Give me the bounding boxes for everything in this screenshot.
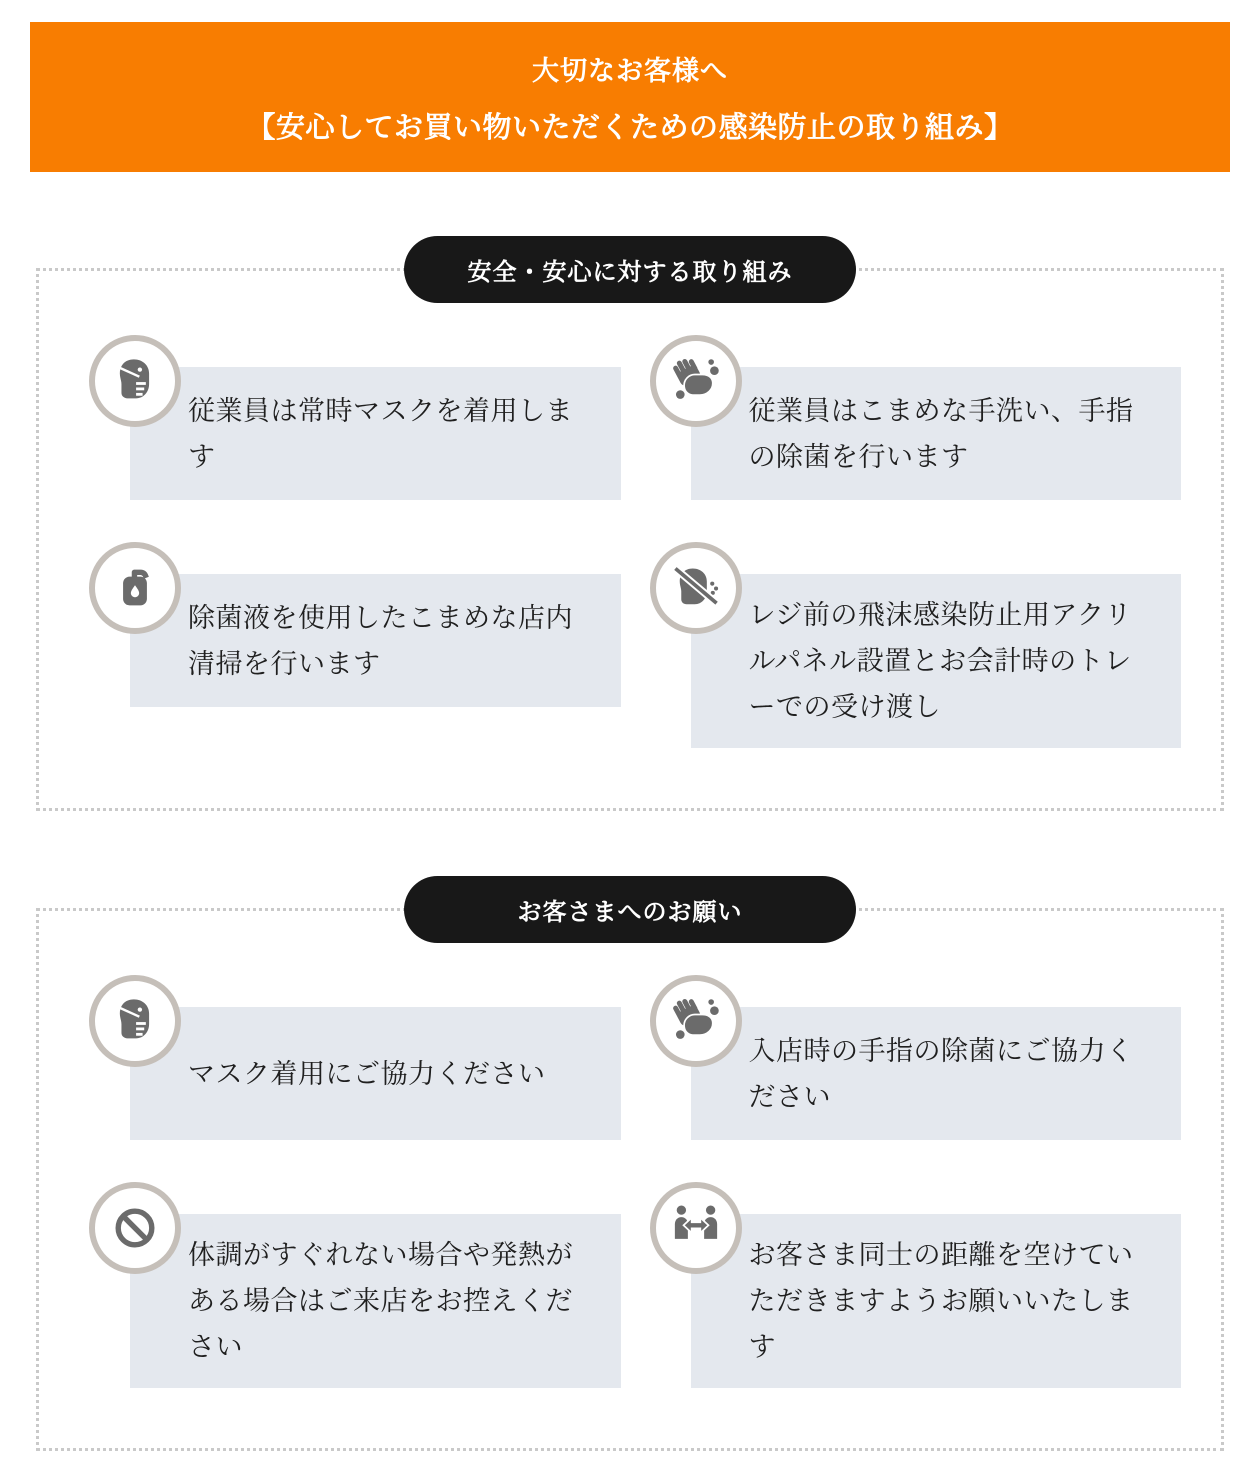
measure-item [650,1182,1182,1388]
measure-text: お客さま同士の距離を空けていただきますようお願いいたします [748,1240,1134,1362]
measure-item [89,542,621,748]
measure-text: 除菌液を使用したこまめな店内清掃を行います [188,602,573,679]
icon-circle [650,975,742,1067]
measure-card [691,1007,1182,1140]
measure-text: 体調がすぐれない場合や発熱がある場合はご来店をお控えください [188,1240,573,1362]
hand-wash-icon [670,995,722,1047]
banner-subtitle: 【安心してお買い物いただくための感染防止の取り組み】 [246,111,1014,144]
section-title: お客さまへのお願い [517,899,743,926]
mask-face-icon [109,995,161,1047]
mask-face-icon [109,355,161,407]
banner-title: 大切なお客様へ [532,55,728,86]
measure-card [691,574,1182,748]
items-grid [89,975,1181,1388]
icon-circle [89,1182,181,1274]
measure-card [130,574,621,707]
measure-item [89,1182,621,1388]
icon-circle [650,1182,742,1274]
icon-circle [89,542,181,634]
social-distance-icon [670,1202,722,1254]
sections-container [36,236,1224,1451]
measure-card [691,367,1182,500]
icon-circle [650,335,742,427]
icon-circle [650,542,742,634]
measure-item [650,975,1182,1140]
measure-text: レジ前の飛沫感染防止用アクリルパネル設置とお会計時のトレーでの受け渡し [748,600,1133,722]
measure-item [89,975,621,1140]
measure-card [130,1007,621,1140]
no-entry-icon [109,1202,161,1254]
measure-item [89,335,621,500]
section [36,876,1224,1451]
measure-text: 従業員は常時マスクを着用します [188,395,573,472]
section-dotted-box [36,908,1224,1451]
page [0,22,1260,1451]
measure-item [650,335,1182,500]
icon-circle [89,335,181,427]
measure-card [691,1214,1182,1388]
header-banner [30,22,1230,172]
measure-text: 従業員はこまめな手洗い、手指の除菌を行います [748,395,1134,472]
measure-text: 入店時の手指の除菌にご協力ください [748,1035,1134,1112]
section-title: 安全・安心に対する取り組み [467,259,793,286]
hand-wash-icon [670,355,722,407]
measure-card [130,1214,621,1388]
droplet-block-icon [670,562,722,614]
section-title-pill [404,876,856,943]
section-title-pill [404,236,856,303]
measure-text: マスク着用にご協力ください [188,1058,546,1089]
section-dotted-box [36,268,1224,811]
measure-item [650,542,1182,748]
measure-card [130,367,621,500]
icon-circle [89,975,181,1067]
section [36,236,1224,811]
sanitizer-bottle-icon [109,562,161,614]
items-grid [89,335,1181,748]
